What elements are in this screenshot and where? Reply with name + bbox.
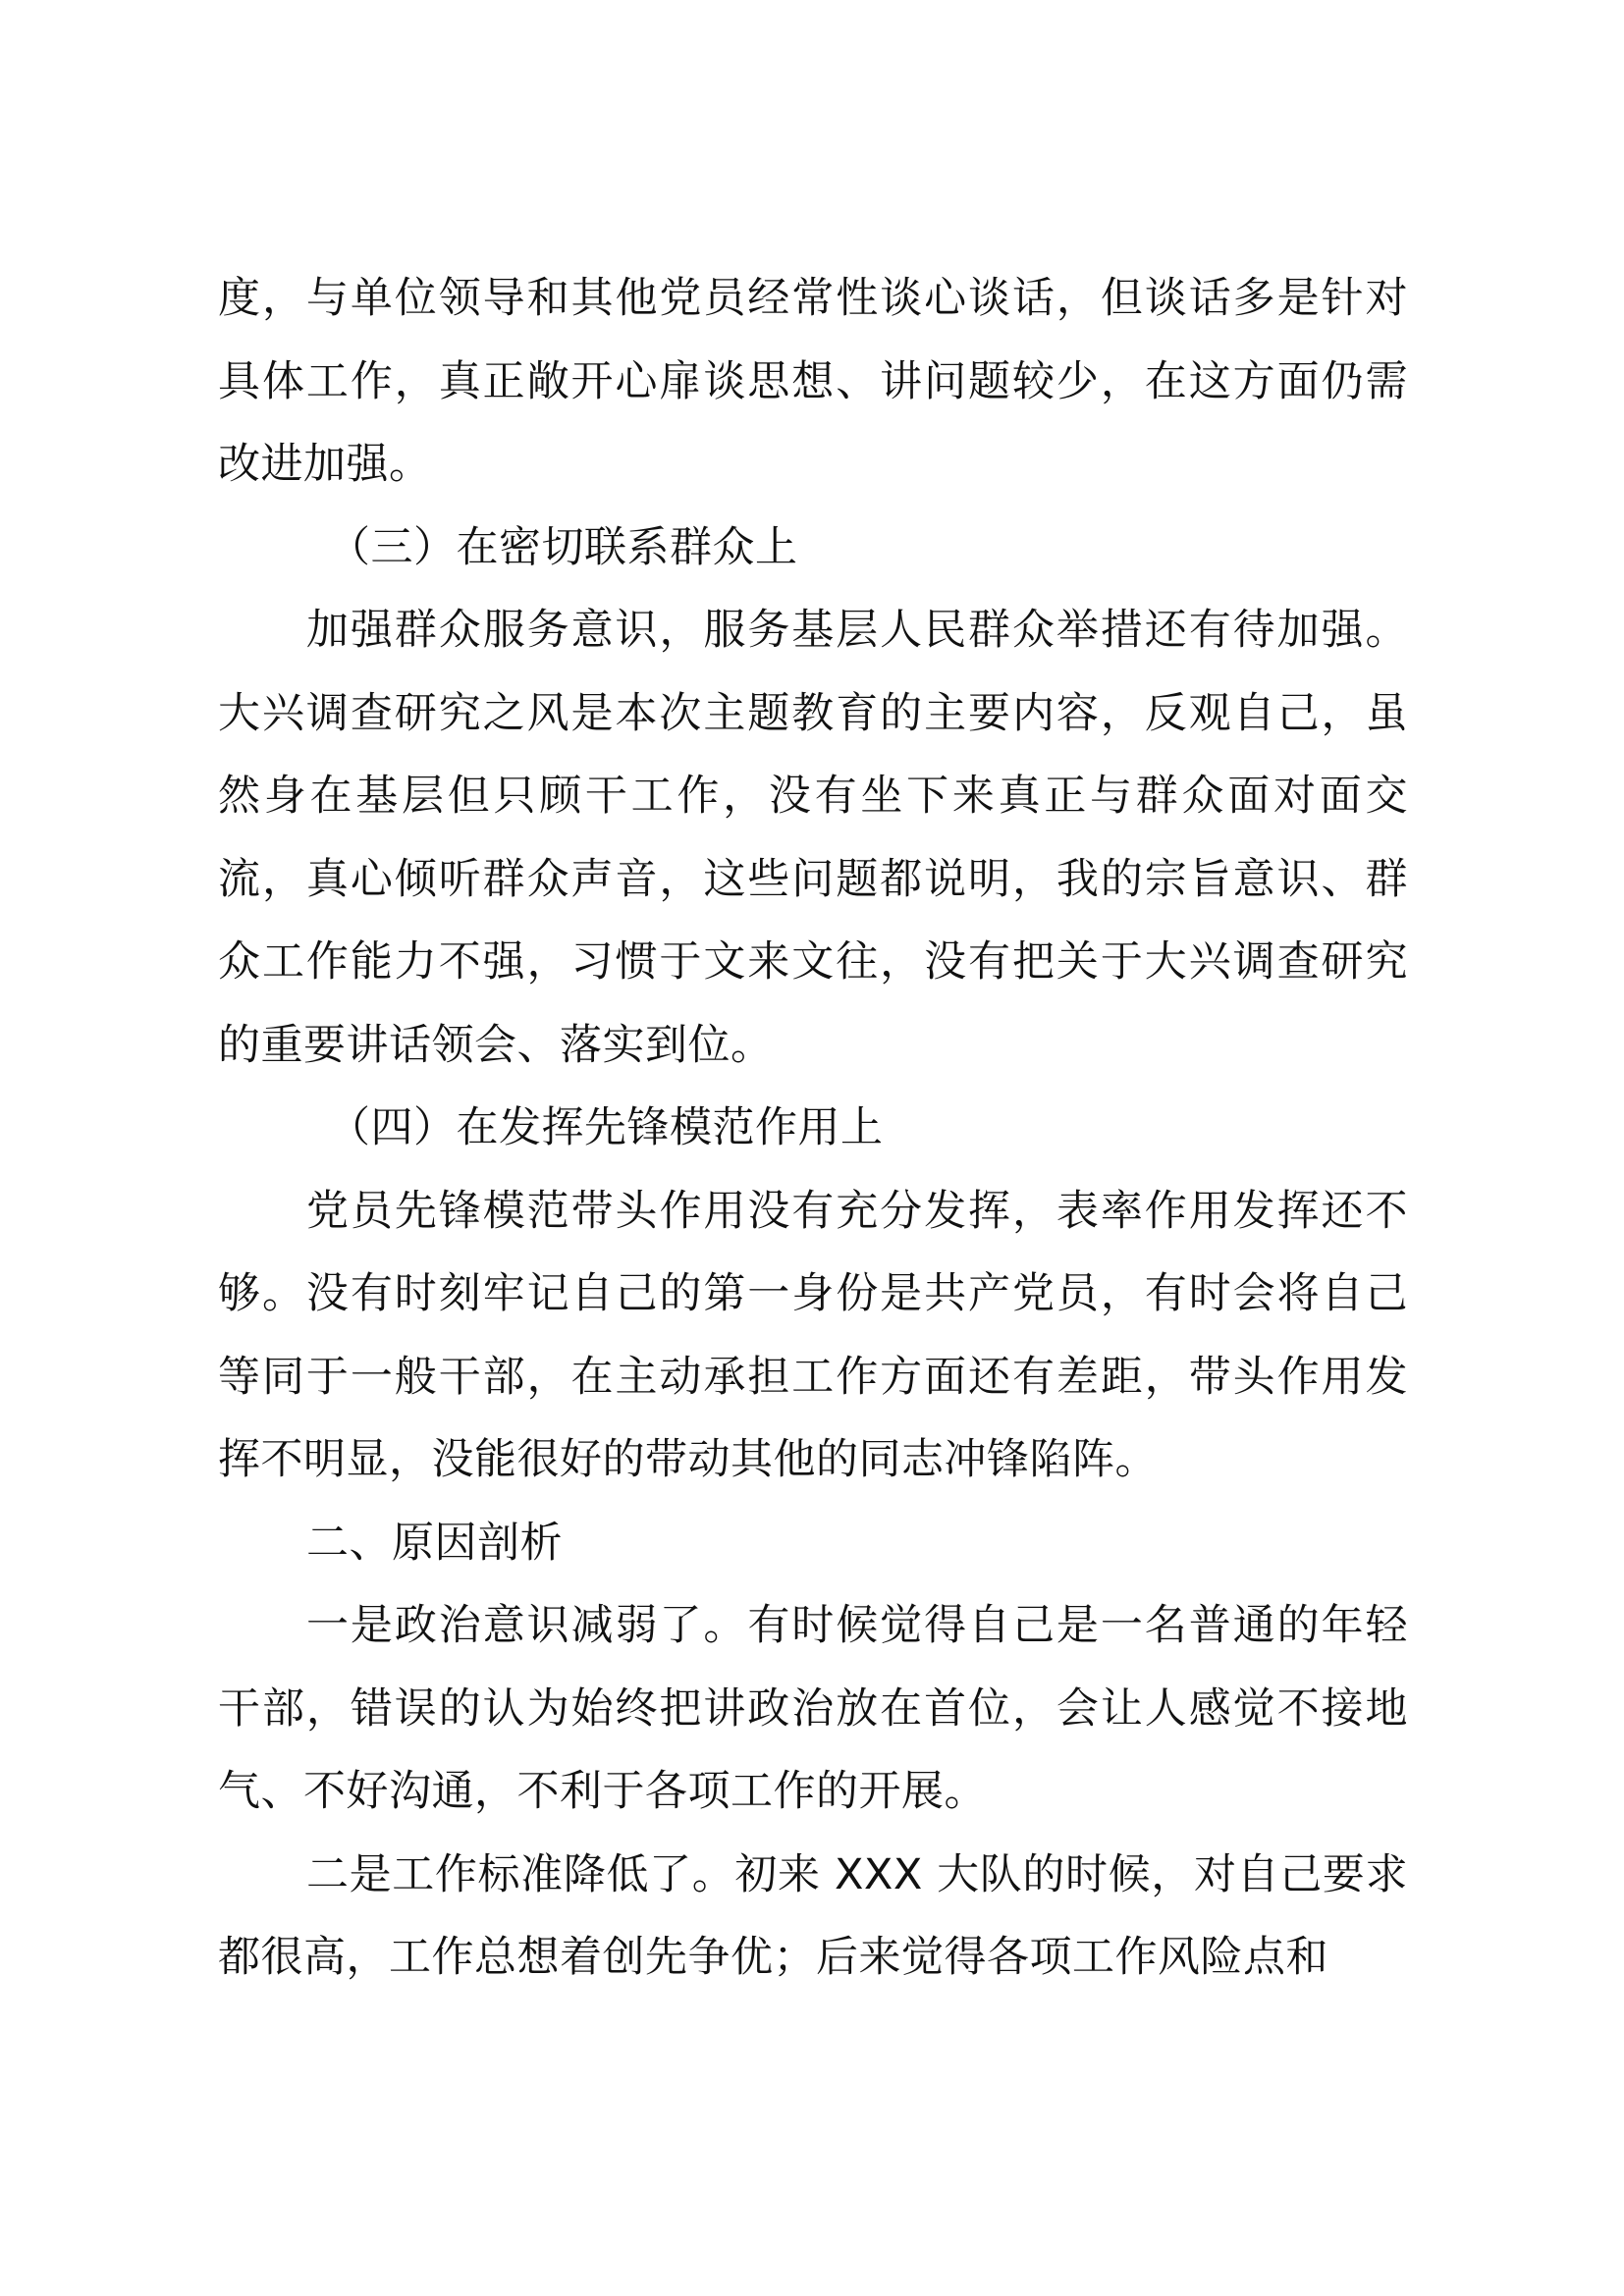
paragraph-continued: 度，与单位领导和其他党员经常性谈心谈话，但谈话多是针对具体工作，真正敞开心扉谈思想、讲问题较少，在这方面仍需改进加强。	[218, 274, 1408, 489]
paragraph-political-awareness: 一是政治意识减弱了。有时候觉得自己是一名普通的年轻干部，错误的认为始终把讲政治放在首位，会让人感觉不接地气、不好沟通，不利于各项工作的开展。	[218, 1601, 1408, 1816]
section-heading-cause-analysis: 二、原因剖析	[306, 1518, 563, 1568]
paragraph-vanguard-role: 党员先锋模范带头作用没有充分发挥，表率作用发挥还不够。没有时刻牢记自己的第一身份是共产党员，有时会将自己等同于一般干部，在主动承担工作方面还有差距，带头作用发挥不明显，没能很好的带动其他的同志冲锋陷阵。	[218, 1186, 1408, 1484]
paragraph-work-standards: 二是工作标准降低了。初来 XXX 大队的时候，对自己要求都很高，工作总想着创先争优；后来觉得各项工作风险点和	[218, 1849, 1408, 1982]
subheading-vanguard-role: （四）在发挥先锋模范作用上	[328, 1103, 884, 1152]
document-page	[218, 257, 1408, 2000]
paragraph-contact-masses: 加强群众服务意识，服务基层人民群众举措还有待加强。大兴调查研究之风是本次主题教育的主要内容，反观自己，虽然身在基层但只顾干工作，没有坐下来真正与群众面对面交流，真心倾听群众声音，这些问题都说明，我的宗旨意识、群众工作能力不强，习惯于文来文往，没有把关于大兴调查研究的重要讲话领会、落实到位。	[218, 606, 1408, 1070]
subheading-contact-masses: （三）在密切联系群众上	[328, 522, 798, 572]
